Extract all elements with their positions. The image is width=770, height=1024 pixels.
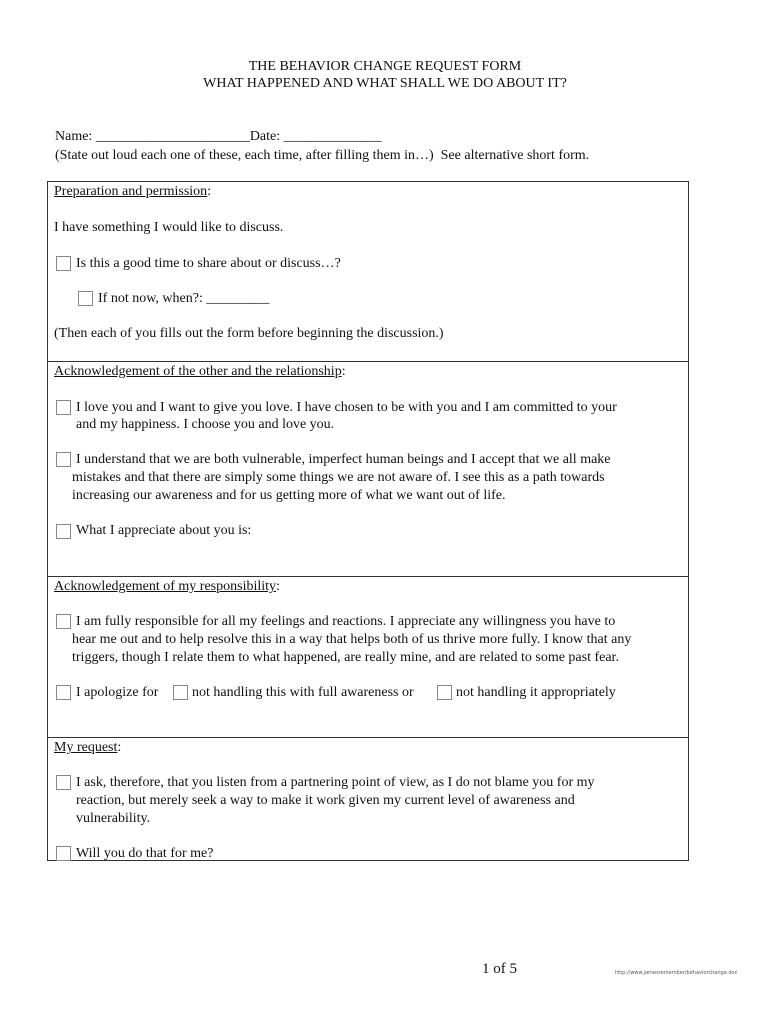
will-you-label: Will you do that for me? xyxy=(76,846,214,861)
awareness-checkbox[interactable] xyxy=(173,685,188,700)
section-request xyxy=(48,737,688,861)
appropriately-label: not handling it appropriately xyxy=(456,685,616,700)
apologize-checkbox[interactable] xyxy=(56,685,71,700)
page-number: 1 of 5 xyxy=(482,961,517,977)
responsible-checkbox[interactable] xyxy=(56,614,71,629)
note-text: (Then each of you fills out the form before beginning the discussion.) xyxy=(54,326,444,341)
intro-text: I have something I would like to discuss. xyxy=(54,220,284,235)
will-you-checkbox[interactable] xyxy=(56,846,71,861)
name-date-line[interactable]: Name: ______________________Date: ______________ xyxy=(55,129,382,144)
understand-checkbox[interactable] xyxy=(56,452,71,467)
form-title: THE BEHAVIOR CHANGE REQUEST FORM xyxy=(248,59,522,74)
appreciate-label: What I appreciate about you is: xyxy=(76,523,252,538)
appropriately-checkbox[interactable] xyxy=(437,685,452,700)
form-subtitle: WHAT HAPPENED AND WHAT SHALL WE DO ABOUT IT? xyxy=(203,76,567,91)
instructions-text: (State out loud each one of these, each time, after filling them in…) See alternative short form. xyxy=(55,148,590,163)
awareness-label: not handling this with full awareness or xyxy=(192,685,414,700)
responsible-text-line1: I am fully responsible for all my feelings and reactions. I appreciate any willingness you have to xyxy=(76,614,616,629)
good-time-label: Is this a good time to share about or discuss…? xyxy=(76,256,341,271)
love-checkbox[interactable] xyxy=(56,400,71,415)
ask-checkbox[interactable] xyxy=(56,775,71,790)
section-heading: Acknowledgement of the other and the relationship: xyxy=(54,364,346,379)
love-text-line1: I love you and I want to give you love. I have chosen to be with you and I am committed to your xyxy=(76,400,617,415)
ask-text-line3: vulnerability. xyxy=(76,811,151,826)
understand-text-line2: mistakes and that there are simply some things we are not aware of. I see this as a path towards xyxy=(72,470,605,485)
form-table xyxy=(47,181,689,861)
section-heading: My request: xyxy=(54,740,122,755)
section-acknowledge-other xyxy=(48,361,688,576)
good-time-checkbox[interactable] xyxy=(56,256,71,271)
appreciate-checkbox[interactable] xyxy=(56,524,71,539)
section-preparation xyxy=(48,182,688,361)
section-acknowledge-self xyxy=(48,576,688,737)
love-text-line2: and my happiness. I choose you and love you. xyxy=(76,417,335,432)
section-heading: Preparation and permission: xyxy=(54,184,212,199)
section-heading: Acknowledgement of my responsibility: xyxy=(54,579,280,594)
footer-url: http://www.jamesremember/behaviorchange.doc xyxy=(615,970,738,976)
not-now-checkbox[interactable] xyxy=(78,291,93,306)
responsible-text-line2: hear me out and to help resolve this in a way that helps both of us thrive more fully. I know that any xyxy=(72,632,632,647)
apologize-label: I apologize for xyxy=(76,685,159,700)
ask-text-line1: I ask, therefore, that you listen from a partnering point of view, as I do not blame you for my xyxy=(76,775,595,790)
ask-text-line2: reaction, but merely seek a way to make it work given my current level of awareness and xyxy=(76,793,575,808)
understand-text-line3: increasing our awareness and for us getting more of what we want out of life. xyxy=(72,488,506,503)
understand-text-line1: I understand that we are both vulnerable, imperfect human beings and I accept that we all make xyxy=(76,452,611,467)
responsible-text-line3: triggers, though I relate them to what happened, are really mine, and are related to some past fear. xyxy=(72,650,619,665)
not-now-label: If not now, when?: _________ xyxy=(98,291,270,306)
